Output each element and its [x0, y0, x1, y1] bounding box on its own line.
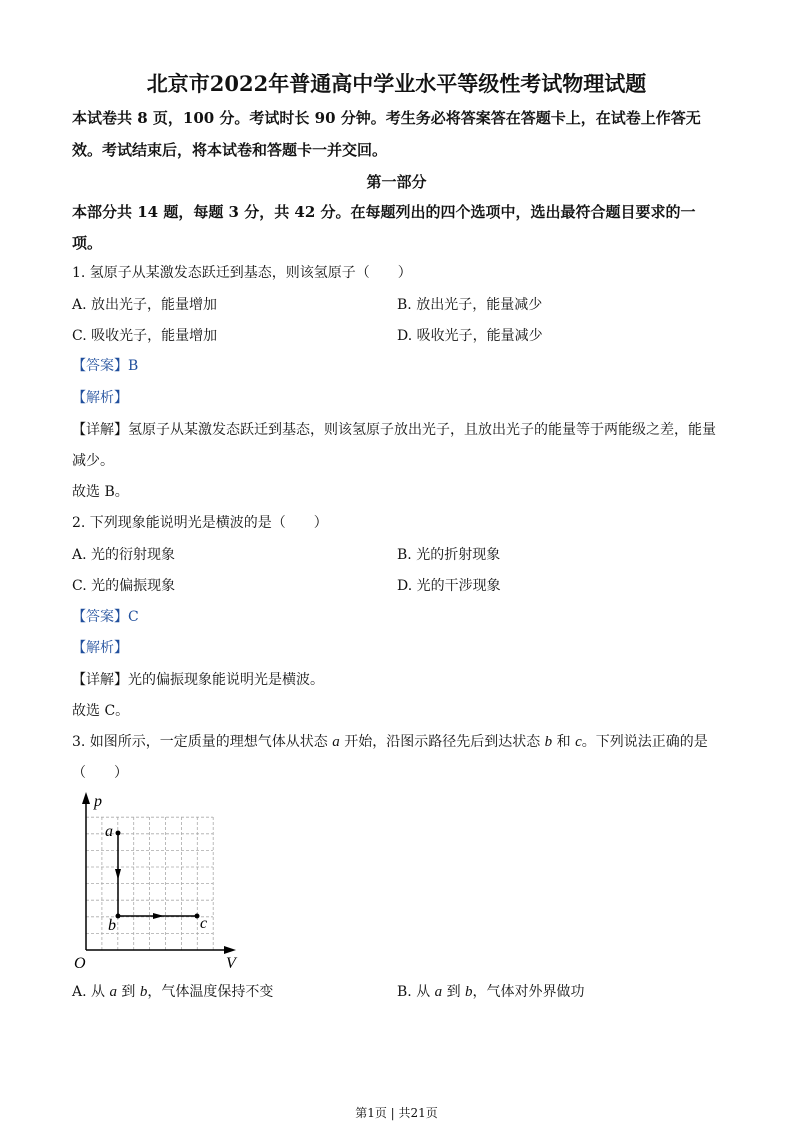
q3-stem-text: 和 — [552, 734, 576, 750]
var-a: a — [434, 984, 443, 1000]
opt-text: ，气体对外界做功 — [472, 984, 585, 1000]
section-heading: 第一部分 — [366, 173, 427, 191]
point-c — [195, 914, 200, 919]
var-a: a — [109, 984, 117, 1000]
opt-text: 到 — [442, 984, 466, 1000]
q1-option-d: D. 吸收光子，能量减少 — [397, 328, 543, 344]
q3-stem-text: 。下列说法正确的是 — [581, 734, 708, 750]
origin-label: O — [74, 955, 86, 972]
page-footer: 第1页 | 共21页 — [355, 1106, 438, 1120]
q2-stem: 2. 下列现象能说明光是横波的是（ ） — [72, 515, 328, 531]
opt-text: B. 从 — [397, 984, 435, 1000]
q1-option-c: C. 吸收光子，能量增加 — [72, 328, 218, 344]
page-title: 北京市2022年普通高中学业水平等级性考试物理试题 — [146, 71, 647, 96]
q3-option-a — [72, 983, 273, 1001]
label-c: c — [200, 915, 208, 932]
p-label: p — [94, 793, 102, 810]
var-b: b — [465, 984, 473, 1000]
q3-option-b — [397, 983, 585, 1001]
q1-stem: 1. 氢原子从某激发态跃迁到基态，则该氢原子（ ） — [72, 265, 412, 281]
q1-detail-2: 减少。 — [72, 453, 114, 469]
q1-option-a: A. 放出光子，能量增加 — [72, 297, 218, 313]
q2-option-d: D. 光的干涉现象 — [397, 578, 501, 594]
q1-analysis: 【解析】 — [72, 390, 128, 406]
arrow-right-icon — [153, 913, 164, 919]
opt-text: A. 从 — [72, 984, 110, 1000]
q2-option-b: B. 光的折射现象 — [397, 547, 501, 563]
point-b — [116, 914, 121, 919]
p-axis-arrow-icon — [82, 792, 90, 804]
q3-stem-text: 3. 如图所示，一定质量的理想气体从状态 — [72, 734, 333, 750]
q2-detail: 【详解】光的偏振现象能说明光是横波。 — [72, 672, 324, 688]
intro-line-2: 效。考试结束后，将本试卷和答题卡一并交回。 — [72, 141, 388, 159]
opt-text: ，气体温度保持不变 — [147, 984, 274, 1000]
q2-analysis: 【解析】 — [72, 640, 128, 656]
v-axis-arrow-icon — [224, 946, 236, 954]
var-b: b — [139, 984, 148, 1000]
arrow-down-icon — [115, 869, 121, 880]
q3-stem-text: 开始，沿图示路径先后到达状态 — [339, 734, 545, 750]
q2-option-a: A. 光的衍射现象 — [72, 547, 176, 563]
q1-option-b: B. 放出光子，能量减少 — [397, 297, 543, 313]
label-a: a — [105, 823, 113, 840]
q2-option-c: C. 光的偏振现象 — [72, 578, 176, 594]
q3-stem-line2: （ ） — [72, 765, 128, 781]
q1-detail-1: 【详解】氢原子从某激发态跃迁到基态，则该氢原子放出光子，且放出光子的能量等于两能级之差，能量 — [72, 422, 716, 438]
q1-conclusion: 故选 B。 — [72, 484, 129, 500]
point-a — [116, 831, 121, 836]
section-intro-1: 本部分共 14 题，每题 3 分，共 42 分。在每题列出的四个选项中，选出最符合题目要求的一 — [72, 203, 696, 221]
intro-line-1: 本试卷共 8 页，100 分。考试时长 90 分钟。考生务必将答案答在答题卡上，在试卷上作答无 — [72, 109, 701, 127]
opt-text: 到 — [116, 984, 140, 1000]
q2-answer: 【答案】C — [72, 609, 139, 625]
var-b: b — [544, 734, 553, 750]
section-intro-2: 项。 — [72, 234, 103, 252]
v-label: V — [226, 955, 236, 972]
var-a: a — [332, 734, 340, 750]
q1-answer: 【答案】B — [72, 358, 139, 374]
q2-conclusion: 故选 C。 — [72, 703, 130, 719]
var-c: c — [575, 734, 582, 750]
label-b: b — [108, 917, 116, 934]
